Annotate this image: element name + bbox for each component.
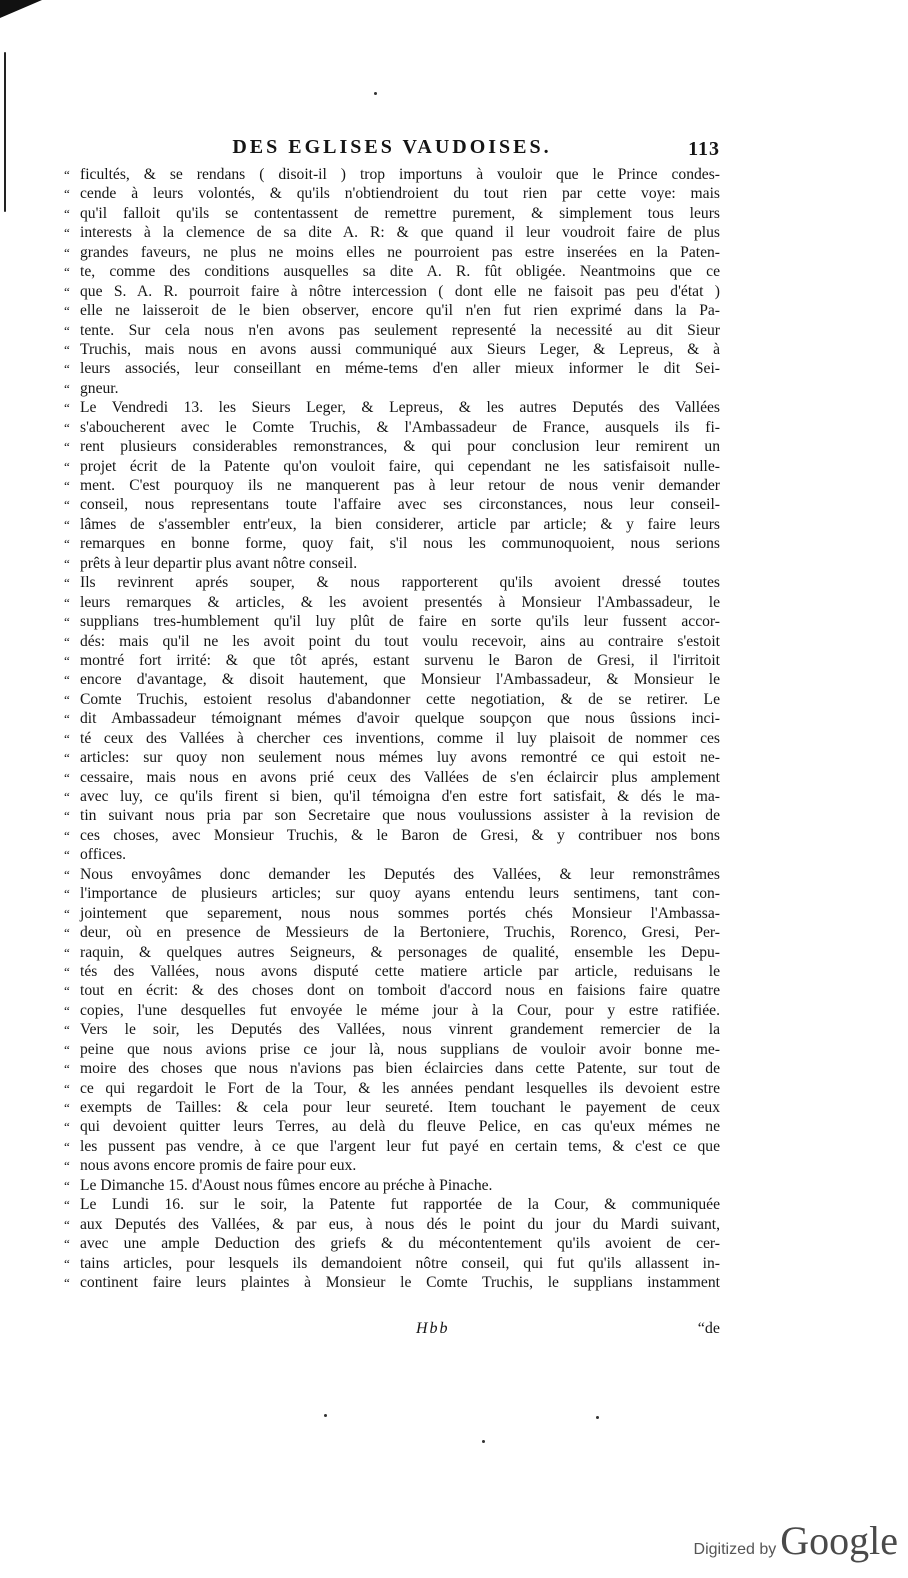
line-text: cessaire, mais nous en avons prié ceux des Vallées de s'en éclaircir plus amplement bbox=[80, 768, 720, 786]
line-text: cende à leurs volontés, & qu'ils n'obtiendroient du tout rien par cette voye: mais bbox=[80, 185, 720, 203]
quote-mark: “ bbox=[64, 575, 69, 591]
text-line bbox=[64, 262, 720, 281]
quote-mark: “ bbox=[64, 478, 69, 493]
line-text: articles: sur quoy non seulement nous mémes luy avons remontré ce qui estoit ne- bbox=[80, 749, 720, 767]
quote-mark: “ bbox=[64, 847, 69, 863]
watermark-label: Digitized by bbox=[693, 1541, 777, 1558]
line-text: ment. C'est pourquoy ils ne manquerent pas à leur retour de nous venir demander bbox=[80, 477, 720, 494]
line-text: te, comme des conditions ausquelles sa dite A. R. fût obligée. Neantmoins que ce bbox=[80, 263, 720, 281]
quote-mark: “ bbox=[64, 1100, 69, 1115]
line-text: avec une ample Deduction des griefs & du mécontentement qu'ils avoient de cer- bbox=[80, 1235, 720, 1253]
text-line bbox=[64, 612, 720, 631]
line-text: deur, où en presence de Messieurs de la Bertoniere, Truchis, Rorenco, Gresi, Per- bbox=[80, 924, 720, 942]
quote-mark: “ bbox=[64, 1080, 69, 1096]
line-text: Ils revinrent aprés souper, & nous rapporterent qu'ils avoient dressé toutes bbox=[80, 574, 720, 592]
quote-mark: “ bbox=[64, 439, 69, 455]
text-line bbox=[64, 651, 720, 670]
line-text: Le Lundi 16. sur le soir, la Patente fut rapportée de la Cour, & communiquée bbox=[80, 1196, 720, 1214]
text-line bbox=[64, 1098, 720, 1117]
text-line bbox=[64, 437, 720, 456]
line-text: les pussent pas vendre, à ce que l'argent leur fut payé en certain tems, & c'est ce que bbox=[80, 1137, 720, 1155]
quote-mark: “ bbox=[64, 594, 69, 610]
line-text: leurs associés, leur conseillant en méme-tems d'en aller mieux informer le dit Sei- bbox=[80, 360, 720, 378]
line-text: Le Vendredi 13. les Sieurs Leger, & Lepreus, & les autres Deputés des Vallées bbox=[80, 399, 720, 417]
line-text: nous avons encore promis de faire pour eux. bbox=[80, 1157, 357, 1175]
quote-mark: “ bbox=[64, 905, 69, 921]
text-line bbox=[64, 495, 720, 514]
quote-mark: “ bbox=[64, 808, 69, 824]
quote-mark: “ bbox=[64, 1061, 69, 1077]
line-text: ficultés, & se rendans ( disoit-il ) trop importuns à vouloir que le Prince condes- bbox=[80, 166, 720, 183]
quote-mark: “ bbox=[64, 633, 69, 649]
text-line bbox=[64, 1040, 720, 1059]
text-line bbox=[64, 865, 720, 884]
quote-mark: “ bbox=[64, 925, 69, 941]
text-line bbox=[64, 1273, 720, 1292]
line-text: avec luy, ce qu'ils firent si bien, qu'il témoigna d'en estre fort satisfait, & dés le ma- bbox=[80, 788, 720, 805]
quote-mark: “ bbox=[64, 400, 69, 416]
quote-mark: “ bbox=[64, 1236, 69, 1252]
line-text: Le Dimanche 15. d'Aoust nous fûmes encore au préche à Pinache. bbox=[80, 1176, 493, 1194]
running-head: DES EGLISES VAUDOISES. bbox=[232, 136, 552, 158]
quote-mark: “ bbox=[64, 497, 69, 513]
quote-mark: “ bbox=[64, 963, 69, 979]
quote-mark: “ bbox=[64, 1002, 69, 1018]
line-text: ces choses, avec Monsieur Truchis, & le Baron de Gresi, & y contribuer nos bons bbox=[80, 826, 720, 844]
quote-mark: “ bbox=[64, 1197, 69, 1213]
line-text: tains articles, pour lesquels ils demandoient nôtre conseil, qui fut qu'ils allassent in- bbox=[80, 1254, 720, 1272]
line-text: copies, l'une desquelles fut envoyée le méme jour à la Cour, pour y estre ratifiée. bbox=[80, 1001, 720, 1019]
line-text: té ceux des Vallées à chercher ces inventions, comme il luy plaisoit de nommer ces bbox=[80, 729, 720, 747]
quote-mark: “ bbox=[64, 283, 69, 299]
line-text: l'importance de plusieurs articles; sur quoy ayans entendu leurs sentimens, tant con- bbox=[80, 885, 720, 903]
text-line bbox=[64, 690, 720, 709]
line-text: Comte Truchis, estoient resolus d'abandonner cette negotiation, & de se retirer. Le bbox=[80, 690, 720, 708]
page-number: 113 bbox=[688, 138, 720, 160]
page-header bbox=[64, 136, 720, 166]
signature-mark: Hbb bbox=[416, 1320, 450, 1337]
line-text: raquin, & quelques autres Seigneurs, & personages de qualité, ensemble les Depu- bbox=[80, 943, 720, 961]
line-text: Truchis, mais nous en avons aussi communiqué aux Sieurs Leger, & Lepreus, & à bbox=[80, 340, 720, 358]
text-line bbox=[64, 554, 720, 573]
line-text: prêts à leur departir plus avant nôtre conseil. bbox=[80, 554, 358, 572]
body-text bbox=[64, 165, 720, 1292]
quote-mark: “ bbox=[64, 322, 69, 338]
quote-mark: “ bbox=[64, 555, 69, 571]
text-line bbox=[64, 204, 720, 223]
quote-mark: “ bbox=[64, 458, 69, 474]
scan-corner-mark bbox=[0, 0, 42, 18]
text-line bbox=[64, 1254, 720, 1273]
line-text: jointement que separement, nous nous sommes portés chés Monsieur l'Ambassa- bbox=[80, 904, 720, 922]
quote-mark: “ bbox=[64, 1177, 69, 1193]
quote-mark: “ bbox=[64, 167, 69, 182]
ink-speck bbox=[324, 1414, 327, 1417]
line-text: lâmes de s'assembler entr'eux, la bien considerer, article par article; & y faire leurs bbox=[80, 515, 720, 533]
line-text: tés des Vallées, nous avons disputé cette matiere article par article, reduisans le bbox=[80, 962, 720, 980]
text-line bbox=[64, 884, 720, 903]
text-line bbox=[64, 398, 720, 417]
text-line bbox=[64, 787, 720, 806]
text-line bbox=[64, 340, 720, 359]
line-text: gneur. bbox=[80, 379, 119, 397]
quote-mark: “ bbox=[64, 380, 69, 396]
text-line bbox=[64, 904, 720, 923]
text-line bbox=[64, 1215, 720, 1234]
quote-mark: “ bbox=[64, 1022, 69, 1038]
quote-mark: “ bbox=[64, 1119, 69, 1135]
line-text: aux Deputés des Vallées, & par eus, à nous dés le point du jour du Mardi suivant, bbox=[80, 1215, 720, 1233]
quote-mark: “ bbox=[64, 264, 69, 280]
quote-mark: “ bbox=[64, 186, 69, 202]
line-text: moire des choses que nous n'avions pas bien éclaircies dans cette Patente, sur tout de bbox=[80, 1060, 720, 1078]
text-line bbox=[64, 632, 720, 651]
ink-speck bbox=[482, 1440, 485, 1443]
text-line bbox=[64, 1117, 720, 1136]
quote-mark: “ bbox=[64, 1138, 69, 1154]
line-text: Vers le soir, les Deputés des Vallées, nous vinrent grandement remercier de la bbox=[80, 1021, 720, 1039]
line-text: grandes faveurs, ne plus ne moins elles ne pourroient pas estre inserées en la Paten- bbox=[80, 243, 720, 261]
quote-mark: “ bbox=[64, 1041, 69, 1057]
quote-mark: “ bbox=[64, 672, 69, 688]
line-text: continent faire leurs plaintes à Monsieur le Comte Truchis, le supplians instamment bbox=[80, 1273, 720, 1291]
line-text: elle ne laisseroit de le bien observer, encore qu'il n'en fut rien exprimé dans la Pa- bbox=[80, 302, 720, 320]
digitization-watermark bbox=[694, 1517, 898, 1564]
line-text: rent plusieurs considerables remonstrances, & qui pour conclusion leur remirent un bbox=[80, 438, 720, 456]
text-line bbox=[64, 418, 720, 437]
quote-mark: “ bbox=[64, 886, 69, 902]
quote-mark: “ bbox=[64, 750, 69, 766]
line-text: montré fort irrité: & que tôt aprés, estant survenu le Baron de Gresi, il l'irritoit bbox=[80, 651, 720, 669]
line-text: ce qui regardoit le Fort de la Tour, & les années pendant lesquelles ils devoient estre bbox=[80, 1079, 720, 1097]
text-line bbox=[64, 709, 720, 728]
quote-mark: “ bbox=[64, 244, 69, 260]
catchword: “de bbox=[697, 1320, 720, 1337]
quote-mark: “ bbox=[64, 769, 69, 785]
quote-mark: “ bbox=[64, 1255, 69, 1271]
quote-mark: “ bbox=[64, 652, 69, 668]
quote-mark: “ bbox=[64, 303, 69, 319]
quote-mark: “ bbox=[64, 1216, 69, 1232]
quote-mark: “ bbox=[64, 730, 69, 746]
text-line bbox=[64, 223, 720, 242]
text-line bbox=[64, 923, 720, 942]
line-text: dés: mais qu'il ne les avoit point du tout voulu recevoir, ains au contraire s'estoit bbox=[80, 632, 720, 650]
line-text: projet écrit de la Patente qu'on vouloit faire, qui cependant ne les satisfaisoit nulle- bbox=[80, 457, 720, 475]
line-text: interests à la clemence de sa dite A. R: & que quand il leur voudroit faire de plus bbox=[80, 224, 720, 242]
text-line bbox=[64, 768, 720, 787]
text-line bbox=[64, 1234, 720, 1253]
text-line bbox=[64, 1156, 720, 1175]
text-line bbox=[64, 962, 720, 981]
line-text: tente. Sur cela nous n'en avons pas seulement representé la necessité au dit Sieur bbox=[80, 321, 720, 339]
line-text: offices. bbox=[80, 846, 127, 864]
line-text: supplians tres-humblement qu'il luy plût de faire en sorte qu'ils leur fussent accor- bbox=[80, 613, 720, 631]
text-line bbox=[64, 981, 720, 1000]
quote-mark: “ bbox=[64, 1274, 69, 1290]
quote-mark: “ bbox=[64, 361, 69, 377]
text-line bbox=[64, 515, 720, 534]
quote-mark: “ bbox=[64, 516, 69, 532]
line-text: tout en écrit: & des choses dont on tomboit d'accord nous en faisions faire quatre bbox=[80, 982, 720, 1000]
quote-mark: “ bbox=[64, 205, 69, 221]
page-footer bbox=[64, 1320, 720, 1344]
line-text: dit Ambassadeur témoignant mémes d'avoir quelque soupçon que nous ûssions inci- bbox=[80, 710, 720, 728]
text-line bbox=[64, 534, 720, 553]
text-line bbox=[64, 1176, 720, 1195]
text-line bbox=[64, 593, 720, 612]
line-text: qu'il falloit qu'ils se contentassent de remettre purement, & simplement tous leurs bbox=[80, 204, 720, 222]
quote-mark: “ bbox=[64, 866, 69, 882]
line-text: s'aboucherent avec le Comte Truchis, & l'Ambassadeur de France, ausquels ils fi- bbox=[80, 418, 720, 436]
quote-mark: “ bbox=[64, 711, 69, 727]
text-line bbox=[64, 282, 720, 301]
ink-speck bbox=[374, 92, 377, 95]
line-text: tin suivant nous pria par son Secretaire que nous voulussions assister à la revision de bbox=[80, 807, 720, 825]
line-text: Nous envoyâmes donc demander les Deputés des Vallées, & leur remonstrâmes bbox=[80, 865, 720, 883]
line-text: remarques en bonne forme, quoy fait, s'il nous les communoquoient, nous serions bbox=[80, 535, 720, 553]
ink-speck bbox=[596, 1416, 599, 1419]
text-line bbox=[64, 379, 720, 398]
quote-mark: “ bbox=[64, 419, 69, 435]
text-line bbox=[64, 729, 720, 748]
quote-mark: “ bbox=[64, 225, 69, 241]
text-line bbox=[64, 457, 720, 476]
text-line bbox=[64, 573, 720, 592]
line-text: qui devoient quitter leurs Terres, au delà du fleuve Pelice, en cas qu'eux mémes ne bbox=[80, 1118, 720, 1136]
text-line bbox=[64, 1059, 720, 1078]
line-text: peine que nous avions prise ce jour là, nous supplians de vouloir avoir bonne me- bbox=[80, 1040, 720, 1058]
line-text: exempts de Tailles: & cela pour leur seureté. Item touchant le payement de ceux bbox=[80, 1099, 720, 1116]
text-line bbox=[64, 943, 720, 962]
quote-mark: “ bbox=[64, 1158, 69, 1174]
text-line bbox=[64, 359, 720, 378]
text-line bbox=[64, 476, 720, 495]
line-text: que S. A. R. pourroit faire à nôtre intercession ( dont elle ne faisoit pas peu d'état ) bbox=[80, 282, 720, 300]
text-line bbox=[64, 165, 720, 184]
text-line bbox=[64, 184, 720, 203]
quote-mark: “ bbox=[64, 691, 69, 707]
quote-mark: “ bbox=[64, 789, 69, 804]
quote-mark: “ bbox=[64, 341, 69, 357]
quote-mark: “ bbox=[64, 827, 69, 843]
quote-mark: “ bbox=[64, 614, 69, 630]
scan-edge-mark bbox=[4, 52, 6, 212]
text-line bbox=[64, 243, 720, 262]
text-line bbox=[64, 1001, 720, 1020]
text-line bbox=[64, 1020, 720, 1039]
quote-mark: “ bbox=[64, 944, 69, 960]
line-text: encore d'avantage, & disoit hautement, que Monsieur l'Ambassadeur, & Monsieur le bbox=[80, 671, 720, 689]
quote-mark: “ bbox=[64, 983, 69, 999]
text-line bbox=[64, 1137, 720, 1156]
text-line bbox=[64, 806, 720, 825]
text-line bbox=[64, 670, 720, 689]
text-line bbox=[64, 301, 720, 320]
watermark-brand: Google bbox=[780, 1518, 898, 1563]
text-line bbox=[64, 845, 720, 864]
quote-mark: “ bbox=[64, 536, 69, 552]
text-line bbox=[64, 748, 720, 767]
text-line bbox=[64, 1079, 720, 1098]
text-line bbox=[64, 826, 720, 845]
line-text: leurs remarques & articles, & les avoient presentés à Monsieur l'Ambassadeur, le bbox=[80, 593, 720, 611]
line-text: conseil, nous representans toute l'affaire avec ses circonstances, nous leur conseil- bbox=[80, 496, 720, 514]
text-line bbox=[64, 321, 720, 340]
text-line bbox=[64, 1195, 720, 1214]
